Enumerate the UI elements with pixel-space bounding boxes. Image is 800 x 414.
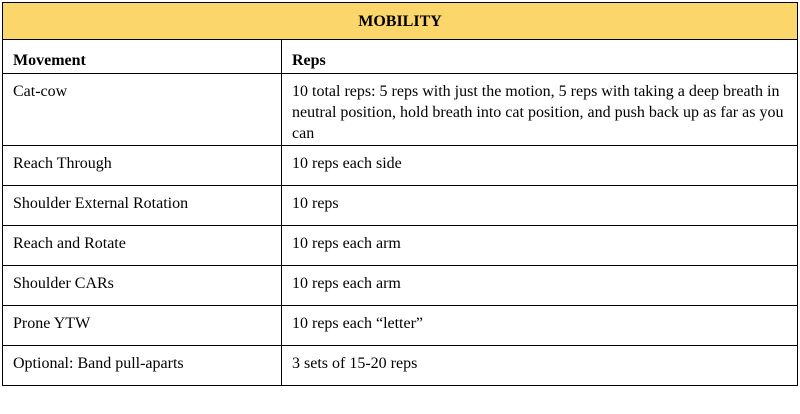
movement-cell: Cat-cow bbox=[3, 74, 282, 146]
table-row bbox=[3, 266, 798, 306]
reps-cell: 10 reps each arm bbox=[282, 266, 798, 306]
table-row bbox=[3, 306, 798, 346]
reps-cell: 10 total reps: 5 reps with just the motion, 5 reps with taking a deep breath in neutral position, hold breath into cat position, and push back up as far as you can bbox=[282, 74, 798, 146]
reps-cell: 10 reps each side bbox=[282, 146, 798, 186]
table-row bbox=[3, 346, 798, 386]
table-title: MOBILITY bbox=[3, 3, 798, 40]
movement-cell: Prone YTW bbox=[3, 306, 282, 346]
reps-cell: 10 reps each arm bbox=[282, 226, 798, 266]
movement-cell: Shoulder CARs bbox=[3, 266, 282, 306]
movement-cell: Shoulder External Rotation bbox=[3, 186, 282, 226]
movement-cell: Reach and Rotate bbox=[3, 226, 282, 266]
reps-cell: 3 sets of 15-20 reps bbox=[282, 346, 798, 386]
mobility-table bbox=[2, 2, 798, 386]
reps-cell: 10 reps each “letter” bbox=[282, 306, 798, 346]
column-header-movement: Movement bbox=[3, 40, 282, 74]
movement-cell: Optional: Band pull-aparts bbox=[3, 346, 282, 386]
column-header-reps: Reps bbox=[282, 40, 798, 74]
table-header-row bbox=[3, 40, 798, 74]
table-row bbox=[3, 74, 798, 146]
reps-cell: 10 reps bbox=[282, 186, 798, 226]
table-row bbox=[3, 146, 798, 186]
table-row bbox=[3, 186, 798, 226]
table-title-row bbox=[3, 3, 798, 40]
table-row bbox=[3, 226, 798, 266]
movement-cell: Reach Through bbox=[3, 146, 282, 186]
